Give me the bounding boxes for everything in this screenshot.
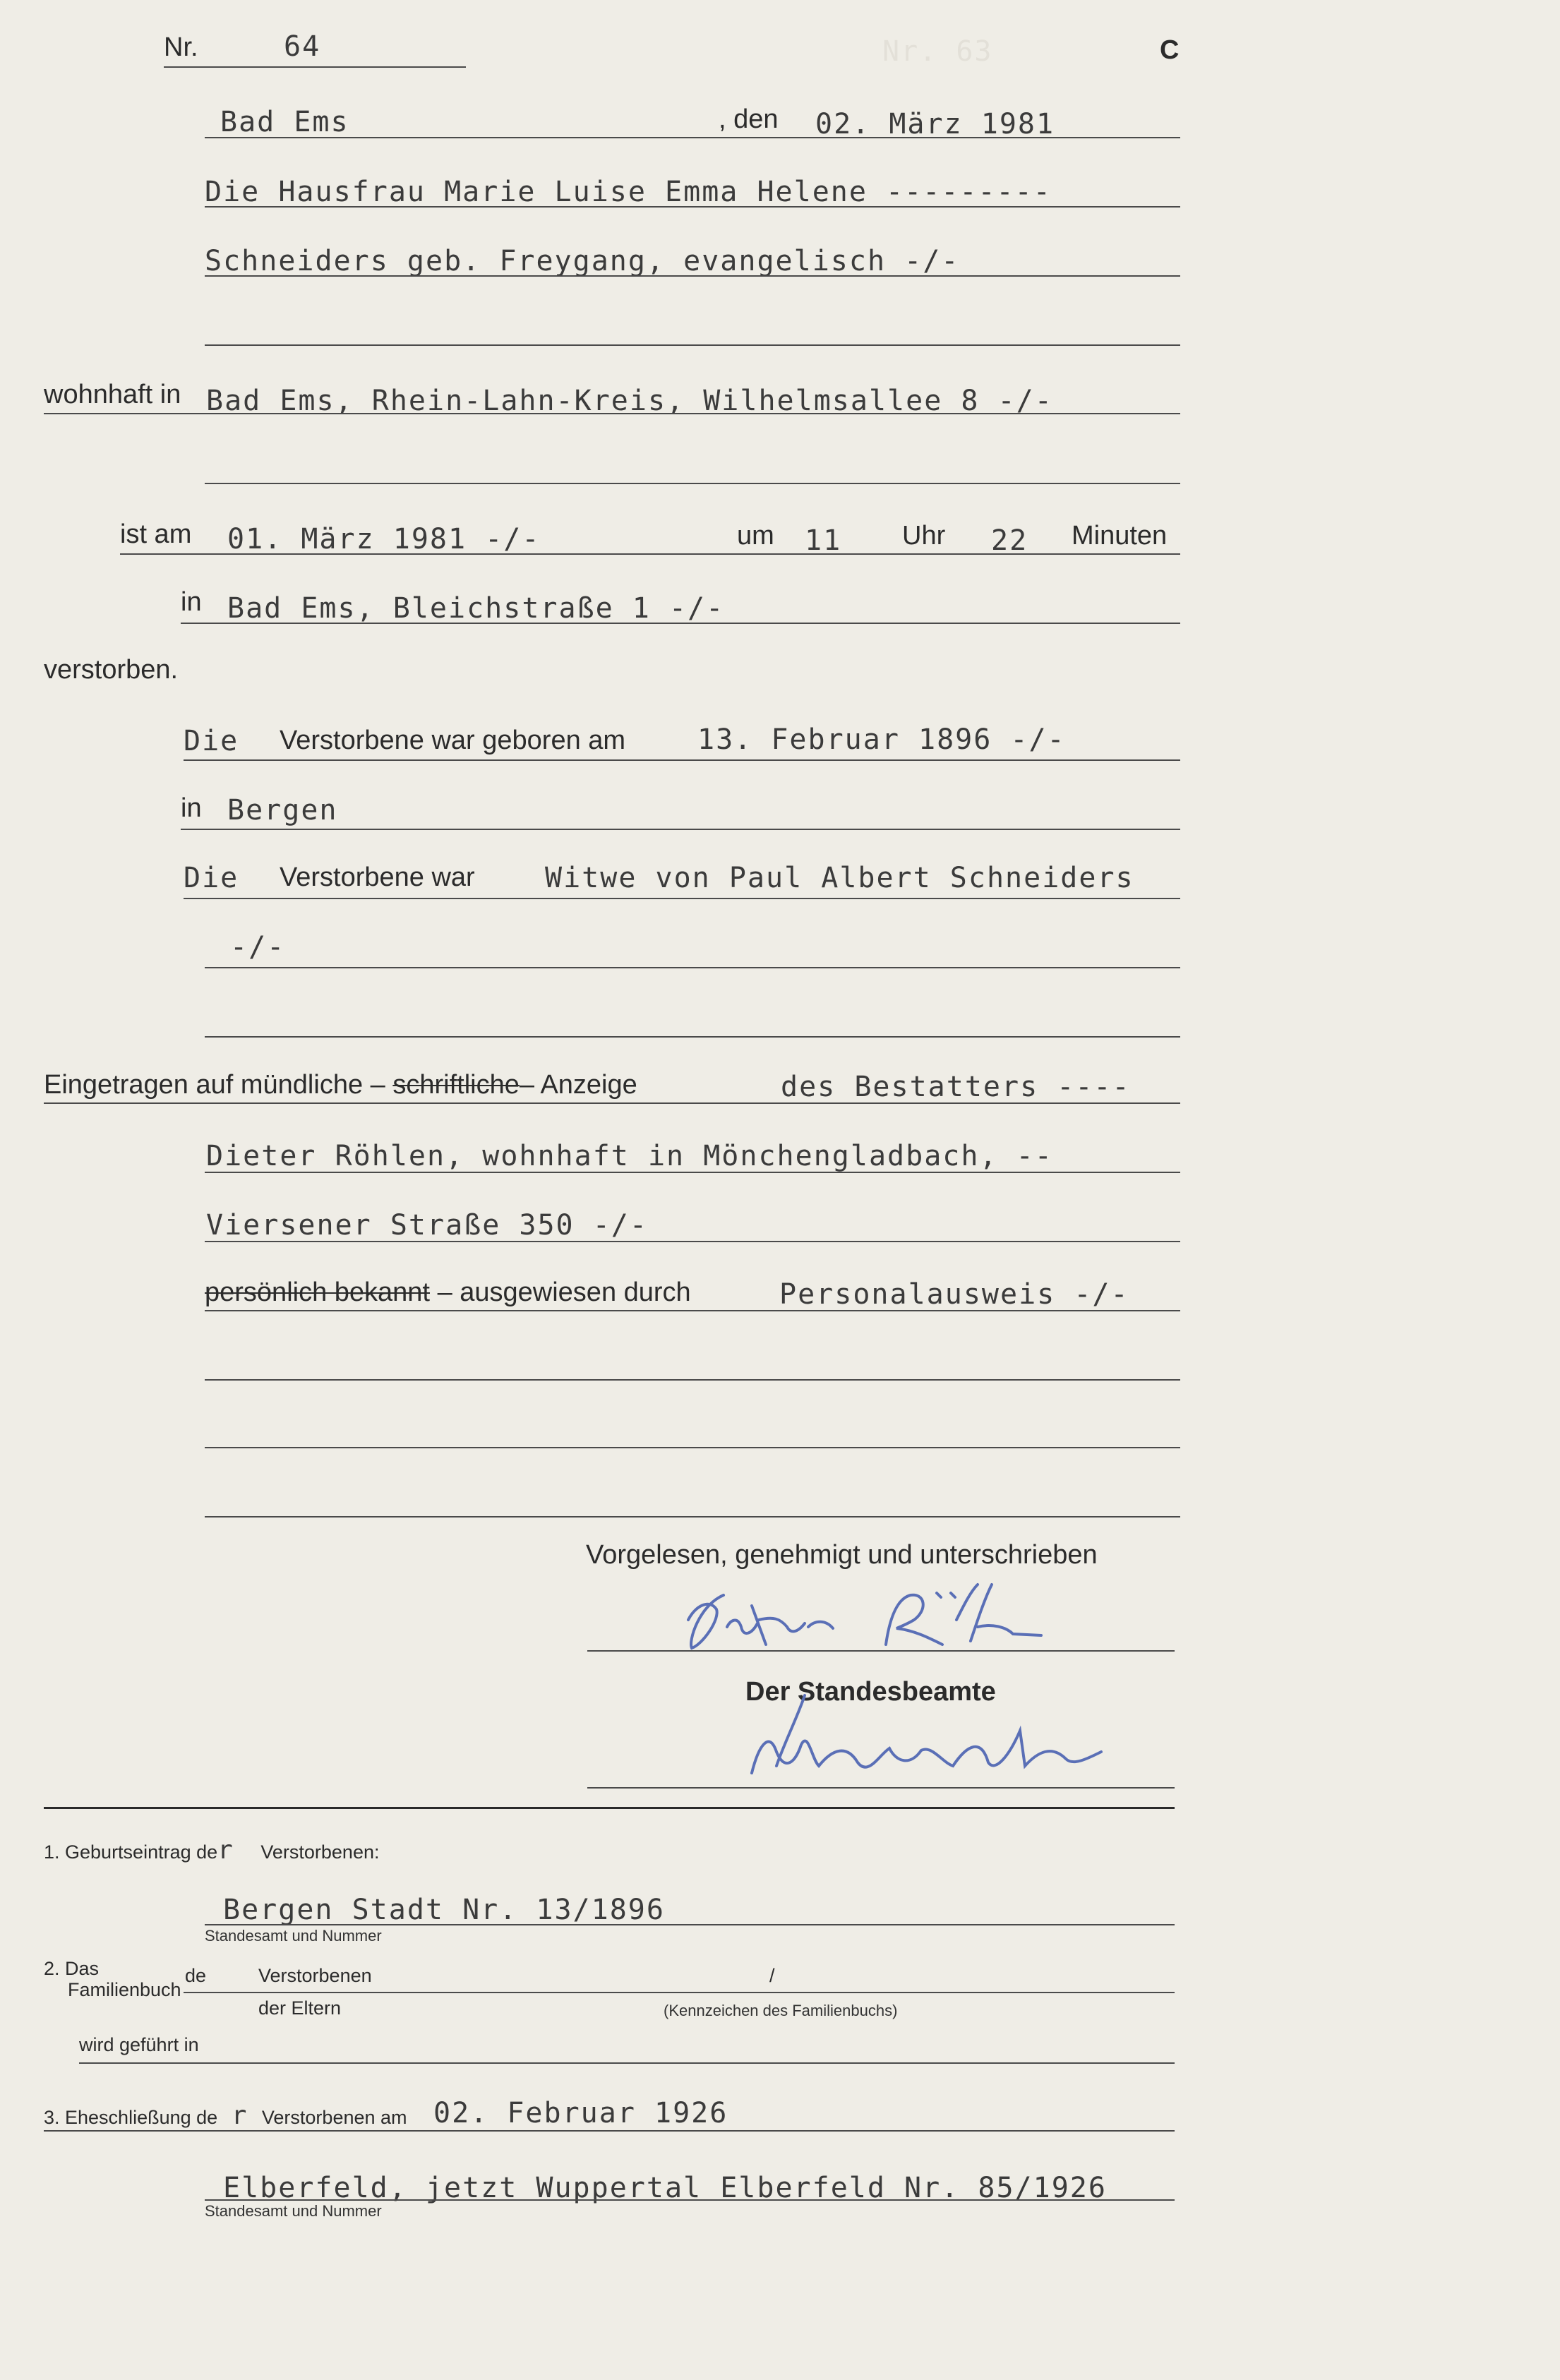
marriage-label: 3. Eheschließung de [44,2107,218,2128]
person-line-2-rule [205,275,1180,277]
informant-line-2-rule [205,1172,1180,1173]
informant-signature-rule [587,1650,1175,1652]
registration-rule [44,1102,1180,1104]
marital-continuation: -/- [230,931,286,963]
birth-entry-rule [205,1924,1175,1925]
verstorben-label: verstorben. [44,655,179,685]
blank-rule-2 [205,1447,1180,1448]
residence-value: Bad Ems, Rhein-Lahn-Kreis, Wilhelmsallee 8 -/- [206,385,1053,417]
birth-entry-caption: Standesamt und Nummer [205,1927,382,1945]
birth-entry-row [44,1838,379,1863]
person-line-1-rule [205,206,1180,208]
den-label: , den [719,104,779,134]
birth-date-rule [184,759,1180,761]
informant-line-3-rule [205,1241,1180,1242]
birth-entry-label: 1. Geburtseintrag de [44,1841,218,1863]
marriage-office-rule [205,2199,1175,2201]
marital-label: Verstorbene war [280,863,475,892]
um-label: um [737,521,774,551]
birth-entry-r: r [217,1836,234,1865]
residence-label: wohnhaft in [44,380,181,409]
marital-rule-2 [205,967,1180,968]
person-line-2: Schneiders geb. Freygang, evangelisch -/- [205,245,960,277]
marriage-suffix: Verstorbenen am [261,2107,407,2128]
marriage-row [44,2103,407,2129]
marital-rule [184,898,1180,899]
ist-am-label: ist am [120,519,192,549]
informant-line-1: des Bestatters ---- [781,1071,1131,1103]
family-book-slash: / [769,1965,775,1986]
official-signature-rule [587,1787,1175,1789]
footer-separator [44,1807,1175,1809]
death-place-rule [181,623,1180,624]
birth-place-rule [181,829,1180,830]
official-signature [741,1688,1115,1794]
marriage-caption: Standesamt und Nummer [205,2202,382,2220]
birth-place: Bergen [227,794,338,827]
id-label: – ausgewiesen durch [437,1278,691,1307]
marriage-rule [44,2130,1175,2132]
family-book-deceased: Verstorbenen [258,1965,372,1986]
blank-rule-1 [205,1379,1180,1381]
family-book-de: de [185,1965,207,1986]
nr-underline [164,66,466,68]
official-title: Der Standesbeamte [745,1677,996,1707]
informant-signature [674,1577,1055,1662]
family-book-num: 2. Das [44,1958,100,1979]
marital-die: Die [184,862,239,894]
death-hour: 11 [805,524,842,557]
marital-rule-3 [205,1036,1180,1038]
birth-in-label: in [181,793,202,823]
read-approved-text: Vorgelesen, genehmigt und unterschrieben [586,1540,1098,1570]
family-book-label: Familienbuch [68,1979,181,2000]
death-minute: 22 [991,524,1028,557]
marriage-office: Elberfeld, jetzt Wuppertal Elberfeld Nr. 85/1926 [223,2172,1107,2204]
residence-rule [44,413,1180,414]
uhr-label: Uhr [902,521,946,551]
birth-die: Die [184,725,239,757]
place-date-line [205,137,1180,138]
section-letter: C [1160,35,1180,65]
blank-rule-3 [205,1516,1180,1517]
registration-place: Bad Ems [220,106,349,138]
birth-label: Verstorbene war geboren am [280,726,626,755]
death-date: 01. März 1981 -/- [227,523,541,555]
nr-value: 64 [284,30,321,63]
registration-label-a: Eingetragen auf mündliche – [44,1070,385,1100]
marital-value: Witwe von Paul Albert Schneiders [545,862,1134,894]
residence-rule-2 [205,483,1180,484]
family-book-caption: (Kennzeichen des Familienbuchs) [664,2002,898,2019]
show-through-text: Nr. 63 [882,35,993,68]
birth-entry-value: Bergen Stadt Nr. 13/1896 [223,1894,665,1926]
registration-label-struck: schriftliche [392,1070,520,1100]
registration-date: 02. März 1981 [815,108,1055,140]
registration-label [44,1071,637,1098]
kept-in-label: wird geführt in [79,2034,199,2055]
family-book-rule [184,1992,1175,1993]
birth-entry-suffix: Verstorbenen: [260,1841,380,1863]
marriage-date: 02. Februar 1926 [433,2097,728,2129]
death-time-rule [120,553,1180,555]
birth-date: 13. Februar 1896 -/- [697,723,1066,756]
death-in-label: in [181,587,202,617]
identification-line [205,1279,691,1306]
minuten-label: Minuten [1072,521,1168,551]
marriage-r: r [231,2101,248,2130]
person-line-1: Die Hausfrau Marie Luise Emma Helene --------- [205,176,1052,208]
family-book-parents: der Eltern [258,1997,342,2019]
person-line-3-rule [205,344,1180,346]
informant-line-2: Dieter Röhlen, wohnhaft in Mönchengladbach, -- [206,1140,1053,1172]
identification-rule [205,1310,1180,1311]
id-struck: persönlich bekannt [205,1278,430,1307]
death-place: Bad Ems, Bleichstraße 1 -/- [227,592,725,625]
informant-line-3: Viersener Straße 350 -/- [206,1209,648,1242]
id-value: Personalausweis -/- [779,1278,1129,1311]
registration-label-b: – Anzeige [519,1070,637,1100]
kept-in-rule [79,2062,1175,2064]
nr-label: Nr. [164,32,198,62]
